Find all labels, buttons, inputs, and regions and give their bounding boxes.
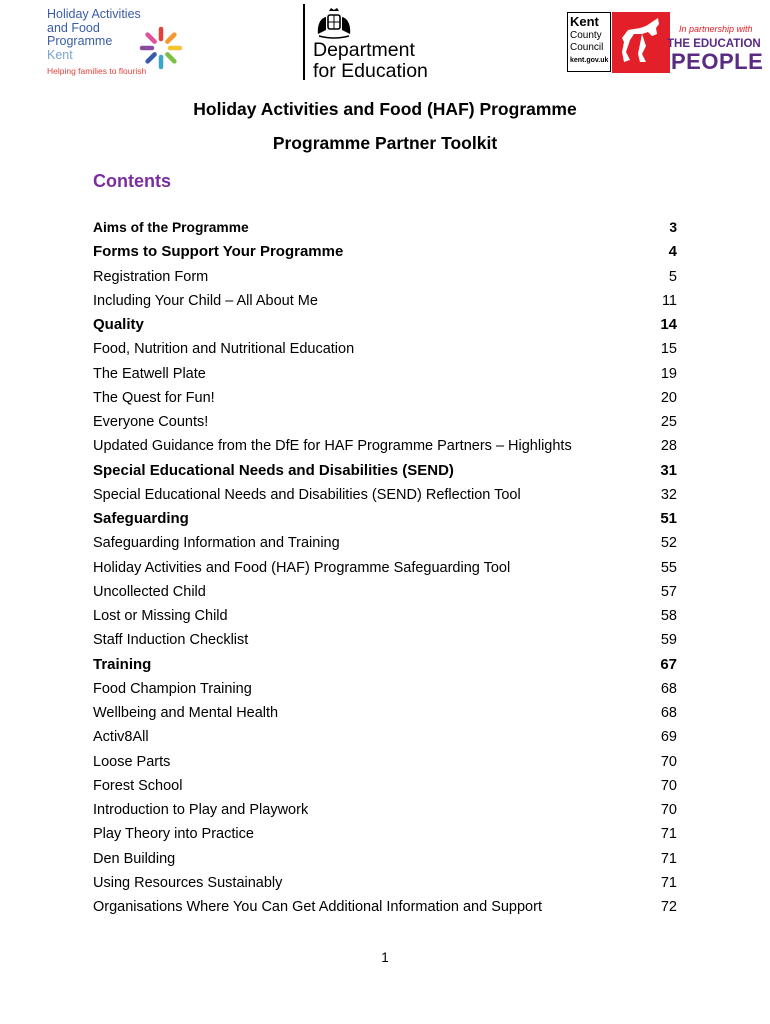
haf-logo-line: Programme xyxy=(47,34,113,48)
haf-logo-line: Kent xyxy=(47,47,73,62)
toc-entry-page: 5 xyxy=(668,268,677,285)
kent-county-council-logo xyxy=(567,12,764,74)
toc-entry-page: 67 xyxy=(660,655,677,673)
toc-entry[interactable] xyxy=(93,774,677,798)
toc-entry-title: Including Your Child – All About Me xyxy=(93,292,318,309)
haf-logo-text xyxy=(47,8,141,62)
toc-entry[interactable] xyxy=(93,434,677,458)
toc-section-entry[interactable] xyxy=(93,507,677,531)
toc-entry[interactable] xyxy=(93,798,677,822)
toc-entry[interactable] xyxy=(93,628,677,652)
toc-entry-page: 19 xyxy=(660,365,677,382)
contents-heading: Contents xyxy=(93,171,171,191)
document-subtitle: Programme Partner Toolkit xyxy=(272,133,498,153)
toc-entry[interactable] xyxy=(93,289,677,313)
toc-entry-page: 52 xyxy=(660,535,677,552)
toc-entry[interactable] xyxy=(93,410,677,434)
page-number: 1 xyxy=(381,950,389,965)
toc-entry-title: Staff Induction Checklist xyxy=(93,632,249,649)
toc-entry-page: 71 xyxy=(660,874,677,891)
toc-entry-page: 68 xyxy=(660,705,677,721)
toc-entry[interactable] xyxy=(93,386,677,410)
toc-entry-title: Registration Form xyxy=(93,268,209,285)
toc-entry[interactable] xyxy=(93,725,677,749)
toc-entry[interactable] xyxy=(93,556,677,580)
toc-entry-title: Food, Nutrition and Nutritional Education xyxy=(93,341,355,358)
toc-entry[interactable] xyxy=(93,362,677,386)
toc-entry-page: 71 xyxy=(660,826,677,843)
royal-crest-icon xyxy=(313,6,355,40)
kcc-horse-panel xyxy=(612,12,670,73)
dfe-logo-divider xyxy=(303,4,305,80)
toc-entry[interactable] xyxy=(93,750,677,774)
toc-entry-title: Activ8All xyxy=(93,729,149,746)
dfe-logo-line: for Education xyxy=(313,60,428,82)
toc-entry-title: Uncollected Child xyxy=(93,583,206,600)
toc-entry-page: 28 xyxy=(660,438,677,455)
toc-section-entry[interactable] xyxy=(93,216,677,240)
toc-entry-title: Everyone Counts! xyxy=(93,414,209,430)
toc-entry[interactable] xyxy=(93,822,677,846)
toc-entry-title: Special Educational Needs and Disabilities (SEND) xyxy=(93,461,454,479)
toc-entry-page: 11 xyxy=(661,292,677,309)
haf-kent-logo xyxy=(47,8,237,80)
toc-entry[interactable] xyxy=(93,701,677,725)
dfe-logo-text xyxy=(313,40,428,82)
toc-entry-title: Safeguarding Information and Training xyxy=(93,535,340,552)
toc-entry-page: 15 xyxy=(660,341,677,358)
kcc-logo-box xyxy=(567,12,611,72)
toc-entry[interactable] xyxy=(93,531,677,555)
toc-section-entry[interactable] xyxy=(93,459,677,483)
kcc-logo-line: County xyxy=(570,30,602,41)
toc-entry-page: 70 xyxy=(660,802,677,818)
kcc-logo-line: Kent xyxy=(570,14,599,29)
toc-entry-title: Play Theory into Practice xyxy=(93,826,254,843)
toc-entry-title: Aims of the Programme xyxy=(93,220,249,235)
toc-entry-page: 57 xyxy=(660,583,677,600)
toc-entry[interactable] xyxy=(93,580,677,604)
toc-entry-title: Wellbeing and Mental Health xyxy=(93,705,279,721)
kcc-logo-line: Council xyxy=(570,42,604,53)
toc-entry[interactable] xyxy=(93,337,677,361)
toc-entry-title: Food Champion Training xyxy=(93,680,252,697)
toc-entry-page: 31 xyxy=(660,461,677,479)
toc-entry[interactable] xyxy=(93,895,677,919)
toc-entry[interactable] xyxy=(93,604,677,628)
dfe-logo-line: Department xyxy=(313,39,415,61)
toc-entry[interactable] xyxy=(93,677,677,701)
toc-entry-title: Den Building xyxy=(93,850,176,867)
table-of-contents xyxy=(93,216,677,919)
toc-entry-title: Organisations Where You Can Get Additional Information and Support xyxy=(93,899,542,915)
toc-entry-page: 71 xyxy=(660,850,677,867)
white-horse-icon xyxy=(612,12,670,73)
haf-logo-line: Holiday Activities xyxy=(47,7,141,21)
toc-section-entry[interactable] xyxy=(93,653,677,677)
toc-entry-title: Forest School xyxy=(93,777,183,794)
education-people-line1: THE EDUCATION xyxy=(667,38,761,50)
toc-entry-page: 70 xyxy=(660,777,677,794)
toc-entry-page: 58 xyxy=(660,608,677,624)
toc-entry-page: 51 xyxy=(660,510,677,527)
toc-entry[interactable] xyxy=(93,265,677,289)
dfe-logo xyxy=(303,4,453,82)
toc-entry[interactable] xyxy=(93,871,677,895)
toc-entry-title: The Quest for Fun! xyxy=(93,389,215,406)
toc-entry[interactable] xyxy=(93,847,677,871)
document-title: Holiday Activities and Food (HAF) Programme xyxy=(193,99,577,119)
toc-entry-page: 70 xyxy=(660,753,677,770)
toc-entry-page: 68 xyxy=(660,680,677,697)
kcc-logo-line: kent.gov.uk xyxy=(570,57,609,64)
toc-entry-title: The Eatwell Plate xyxy=(93,365,206,382)
toc-entry-page: 69 xyxy=(660,729,677,746)
haf-logo-tagline: Helping families to flourish xyxy=(47,66,147,76)
toc-entry-page: 32 xyxy=(660,486,677,503)
toc-entry-title: Forms to Support Your Programme xyxy=(93,243,344,261)
toc-entry-title: Using Resources Sustainably xyxy=(93,874,283,891)
kcc-partner-text: In partnership with xyxy=(679,24,753,34)
toc-section-entry[interactable] xyxy=(93,240,677,264)
toc-entry-page: 59 xyxy=(660,632,677,649)
toc-entry-title: Introduction to Play and Playwork xyxy=(93,802,309,818)
toc-entry-title: Updated Guidance from the DfE for HAF Programme Partners – Highlights xyxy=(93,438,572,455)
toc-entry-title: Holiday Activities and Food (HAF) Programme Safeguarding Tool xyxy=(93,559,511,576)
toc-entry-title: Lost or Missing Child xyxy=(93,608,228,624)
toc-section-entry[interactable] xyxy=(93,313,677,337)
toc-entry-title: Quality xyxy=(93,316,144,333)
toc-entry-page: 72 xyxy=(660,899,677,915)
toc-entry-page: 20 xyxy=(660,389,677,406)
toc-entry-page: 3 xyxy=(669,220,677,235)
toc-entry-title: Loose Parts xyxy=(93,753,171,770)
toc-entry-page: 14 xyxy=(660,316,677,333)
education-people-line2: PEOPLE xyxy=(671,49,764,74)
toc-entry-title: Special Educational Needs and Disabilities (SEND) Reflection Tool xyxy=(93,486,521,503)
toc-entry-page: 55 xyxy=(660,559,677,576)
haf-logo-line: and Food xyxy=(47,20,100,35)
toc-entry-page: 25 xyxy=(660,414,677,430)
toc-entry-page: 4 xyxy=(668,243,677,261)
toc-entry-title: Safeguarding xyxy=(93,510,189,527)
haf-burst-icon xyxy=(139,26,183,70)
toc-entry[interactable] xyxy=(93,483,677,507)
toc-entry-title: Training xyxy=(93,655,152,673)
